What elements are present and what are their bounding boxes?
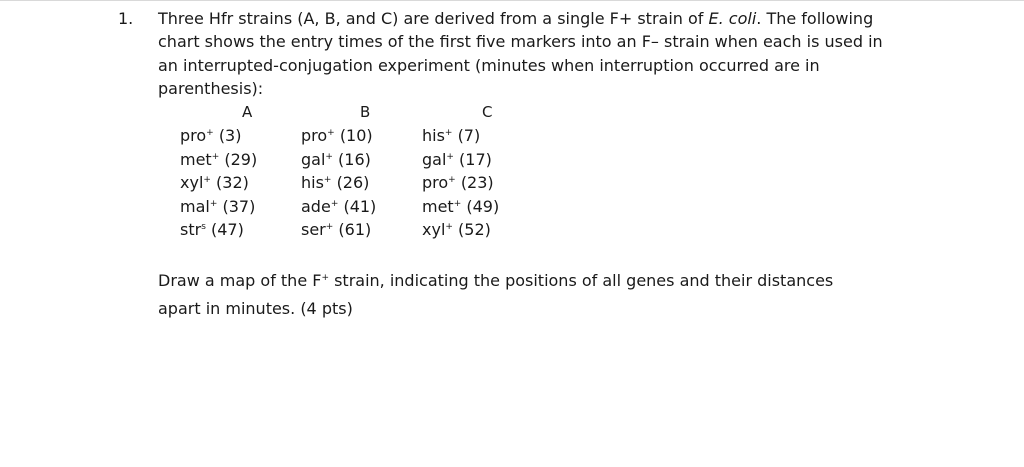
- intro-line-4: parenthesis):: [158, 78, 264, 98]
- marker-entry: gal+ (16): [301, 149, 371, 169]
- marker-entry: his+ (26): [301, 173, 370, 193]
- marker-entry: gal+ (17): [422, 149, 492, 169]
- intro-line-2: chart shows the entry times of the first five markers into an F– strain when each is used in: [158, 32, 883, 52]
- marker-entry: pro+ (23): [422, 173, 494, 193]
- marker-entry: pro+ (10): [301, 126, 373, 145]
- marker-entry: pro+ (3): [180, 126, 242, 145]
- intro-line-3: an interrupted-conjugation experiment (minutes when interruption occurred are in: [158, 55, 820, 75]
- marker-entry: ser+ (61): [301, 220, 372, 240]
- strain-c-header: C: [482, 103, 493, 121]
- marker-entry: mal+ (37): [180, 196, 256, 216]
- strain-a-markers: [180, 124, 257, 242]
- strain-a-header: A: [242, 103, 253, 121]
- strain-c-markers: [422, 124, 499, 242]
- question-number: 1.: [118, 9, 134, 28]
- question-instruction: [158, 267, 918, 322]
- marker-entry: met+ (49): [422, 196, 500, 216]
- marker-entry: xyl+ (52): [422, 220, 491, 240]
- marker-entry: xyl+ (32): [180, 173, 249, 193]
- marker-entry: his+ (7): [422, 126, 481, 145]
- marker-entry: str$^s$ (47): [180, 220, 244, 240]
- top-border-line: [0, 0, 1024, 1]
- marker-entry: met+ (29): [180, 149, 258, 169]
- intro-line-1: Three Hfr strains (A, B, and C) are derived from a single F+ strain of E. coli. The following: [158, 9, 874, 28]
- strain-b-markers: [301, 124, 376, 242]
- marker-entry: ade+ (41): [301, 196, 377, 216]
- species-name: E. coli: [708, 9, 757, 28]
- instruction-line-1: Draw a map of the F+ strain, indicating the positions of all genes and their distances: [158, 271, 834, 290]
- question-intro: [158, 7, 918, 100]
- instruction-line-2: apart in minutes. (4 pts): [158, 298, 353, 318]
- strain-b-header: B: [360, 103, 371, 121]
